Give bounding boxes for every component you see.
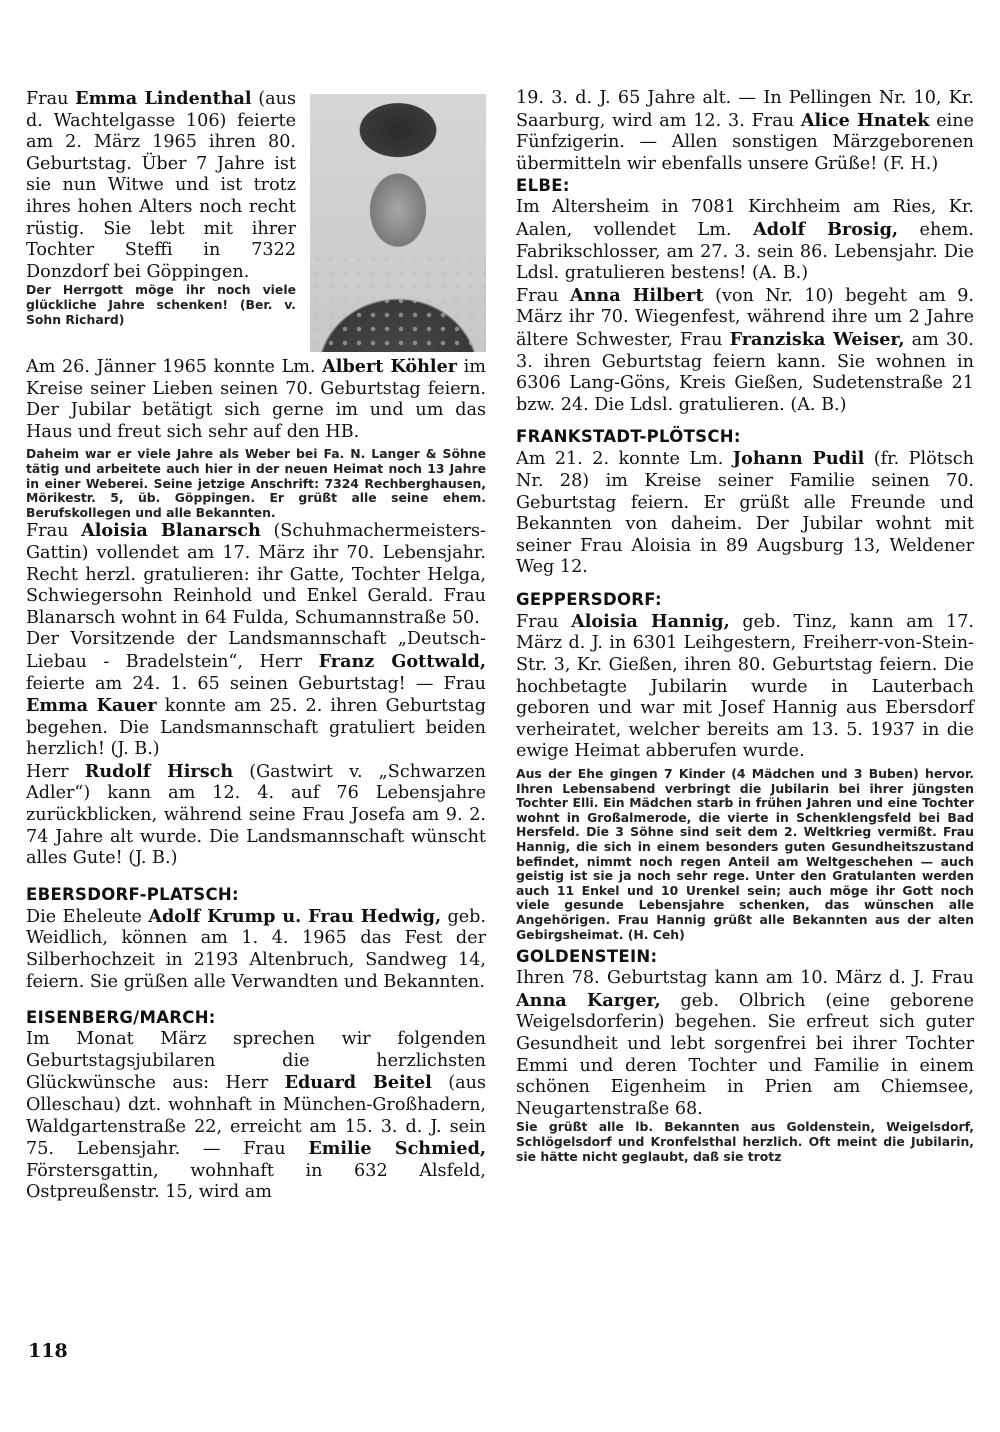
person-name: Johann Pudil [732, 448, 865, 470]
text: Am 26. Jänner 1965 konnte Lm. [26, 357, 323, 377]
text: Frau [26, 521, 82, 542]
paragraph [26, 356, 486, 443]
text: Frau [516, 611, 572, 632]
paragraph [516, 285, 974, 417]
section-heading: ELBE: [516, 176, 570, 196]
paragraph [516, 197, 974, 284]
text: Förstersgattin, wohnhaft in 632 Alsfeld, Ostpreußenstr. 15, wird am [26, 1160, 486, 1203]
text: 19. 3. d. J. 65 Jahre alt. — In Pellingen Nr. 10, Kr. Saarburg, wird am 12. 3. Frau [516, 88, 974, 131]
person-name: Aloisia Blanarsch [81, 520, 261, 542]
person-name: Adolf Krump u. Frau Hedwig, [148, 905, 442, 927]
person-name: Rudolf Hirsch [84, 760, 234, 782]
person-name: Franz Gottwald, [318, 650, 486, 672]
text: (aus d. Wachtelgasse 106) feierte am 2. März 1965 ihren 80. Geburtstag. Über 7 Jahre ist sie nun Witwe und ist trotz ihres hohen Alters noch recht rüstig. Sie lebt mit ihrer Tochter Steffi in 7322 Donzdorf bei Göppingen. [26, 89, 296, 282]
person-name: Emma Kauer [26, 695, 157, 717]
small-paragraph: Der Herrgott möge ihr noch viele glückliche Jahre schenken! (Ber. v. Sohn Richard) [26, 282, 296, 327]
text: Im Monat März sprechen wir folgenden Geburtstagsjubilaren die herzlichsten Glückwünsche aus: Herr [26, 1029, 486, 1094]
text: (von Nr. 10) begeht am 9. März ihr 70. Wiegenfest, während ihre um 2 Jahre ältere Schwester, Frau [516, 285, 974, 350]
text: konnte am 25. 2. ihren Geburtstag begehen. Die Landsmannschaft gratuliert beiden herzlich! (J. B.) [26, 696, 486, 760]
person-name: Anna Karger, [516, 989, 661, 1011]
text: geb. Weidlich, können am 1. 4. 1965 das Fest der Silberhochzeit in 2193 Altenbruch, Sandweg 14, feiern. Sie grüßen alle Verwandten und Bekannten. [26, 906, 486, 992]
left-column [26, 88, 486, 1204]
paragraph [516, 611, 974, 763]
text: (Gastwirt v. „Schwarzen Adler“) kann am 12. 4. auf 76 Lebensjahre zurückblicken, während seine Frau Josefa am 9. 2. 74 Jahre alt wurde. Die Landsmannschaft wünscht alles Gute! (J. B.) [26, 761, 487, 869]
text: (fr. Plötsch Nr. 28) im Kreise seiner Familie seinen 70. Geburtstag feiern. Er grüßt alle Freunde und Bekannten von daheim. Der Jubilar wohnt mit seiner Frau Aloisia in 89 Augsburg 13, Weldener Weg 12. [516, 449, 974, 578]
paragraph [26, 761, 486, 870]
text: geb. Tinz, kann am 17. März d. J. in 6301 Leihgestern, Freiherr-von-Stein-Str. 3, Kr. Gießen, ihren 80. Geburtstag feiern. Die hochbetagte Jubilarin wurde in Lauterbach geboren und war mit Josef Hannig aus Ebersdorf verheiratet, welcher bereits am 13. 5. 1937 in die ewige Heimat abberufen wurde. [516, 611, 975, 762]
paragraph [26, 520, 486, 629]
person-name: Albert Köhler [322, 356, 458, 377]
paragraph [516, 88, 974, 175]
person-name: Emilie Schmied, [308, 1138, 486, 1160]
text: Im Altersheim in 7081 Kirchheim am Ries, Kr. Aalen, vollendet Lm. [516, 197, 974, 240]
paragraph [516, 448, 974, 579]
text: Am 21. 2. konnte Lm. [516, 449, 733, 470]
person-name: Eduard Beitel [284, 1072, 432, 1094]
text: (Schuhmachermeisters-Gattin) vollendet am 17. März ihr 70. Lebensjahr. Recht herzl. gratulieren: ihr Gatte, Tochter Helga, Schwiegersohn Reinhold und Enkel Gerald. Frau Blanarsch wohnt in 64 Fulda, Schumannstraße 50. [26, 521, 487, 628]
section-heading: GEPPERSDORF: [516, 589, 662, 609]
text: feierte am 24. 1. 65 seinen Geburtstag! — Frau [26, 673, 486, 694]
text: ehem. Fabrikschlosser, am 27. 3. sein 86. Lebensjahr. Die Ldsl. gratulieren bestens! (A. B.) [516, 219, 974, 284]
small-paragraph: Aus der Ehe gingen 7 Kinder (4 Mädchen und 3 Buben) hervor. Ihren Lebensabend verbringt die Jubilarin bei ihrer jüngsten Tochter Elli. Ein Mädchen starb in frühen Jahren und eine Tochter wohnt in Großalmerode, die vierte in Schenklengsfeld bei Bad Hersfeld. Die 3 Söhne sind seit dem 2. Weltkrieg vermißt. Frau Hannig, die sich in einem besonders guten Gesundheitszustand befindet, nimmt noch regen Anteil am Weltgeschehen — auch geistig ist sie ja noch sehr rege. Unter den Gratulanten werden auch 11 Enkel und 10 Urenkel sein; auch möge ihr Gott noch viele gesunde Lebensjahre schenken, das wünschen alle Angehörigen. Frau Hannig grüßt alle Bekannten aus der alten Gebirgsheimat. (H. Ceh) [516, 766, 974, 942]
text: im Kreise seiner Lieben seinen 70. Geburtstag feiern. Der Jubilar betätigt sich gerne im und um das Haus und freut sich sehr auf den HB. [26, 357, 486, 442]
text: am 30. 3. ihren Geburtstag feiern kann. Sie wohnen in 6306 Lang-Göns, Kreis Gießen, Sudetenstraße 21 bzw. 24. Die Ldsl. gratulieren. (A. B.) [516, 329, 974, 415]
person-name: Aloisia Hannig, [571, 610, 730, 632]
text: Herr [26, 761, 85, 782]
portrait-photo [310, 94, 486, 352]
text: (aus Olleschau) dzt. wohnhaft in München-Großhadern, Waldgartenstraße 22, erreicht am 15. 3. d. J. sein 75. Lebensjahr. — Frau [26, 1073, 486, 1160]
person-name: Alice Hnatek [800, 109, 930, 131]
text: Die Eheleute [26, 906, 149, 927]
text: Frau [26, 89, 76, 109]
right-column [516, 88, 974, 1164]
person-name: Franziska Weiser, [729, 328, 905, 350]
text: eine Fünfzigerin. — Allen sonstigen Märzgeborenen übermitteln wir ebenfalls unsere Grüße! (F. H.) [516, 110, 975, 174]
text: geb. Olbrich (eine geborene Weigelsdorferin) begehen. Sie erfreut sich guter Gesundheit und lebt sorgenfrei bei ihrer Tochter Emmi und deren Tochter und Familie in einem schönen Eigenheim in Prien am Chiemsee, Neugartenstraße 68. [516, 990, 974, 1119]
person-name: Adolf Brosig, [753, 218, 898, 240]
small-paragraph: Sie grüßt alle lb. Bekannten aus Goldenstein, Weigelsdorf, Schlögelsdorf und Kronfelsthal herzlich. Oft meint die Jubilarin, sie hätte nicht geglaubt, daß sie trotz [516, 1119, 974, 1164]
paragraph [516, 968, 974, 1120]
small-paragraph: Daheim war er viele Jahre als Weber bei Fa. N. Langer & Söhne tätig und arbeitete auch hier in der neuen Heimat noch 13 Jahre in einer Weberei. Seine jetzige Anschrift: 7324 Rechberghausen, Mörikestr. 5, üb. Göppingen. Er grüßt alle seine ehem. Berufskollegen und alle Bekannten. [26, 446, 486, 520]
paragraph [26, 629, 486, 761]
person-name: Anna Hilbert [569, 284, 704, 306]
paragraph [26, 906, 486, 993]
section-heading: EBERSDORF-PLATSCH: [26, 884, 239, 904]
text: Der Vorsitzende der Landsmannschaft „Deutsch-Liebau - Bradelstein“, Herr [26, 629, 486, 672]
section-heading: FRANKSTADT-PLÖTSCH: [516, 427, 741, 447]
person-name: Emma Lindenthal [75, 88, 252, 109]
section-heading: GOLDENSTEIN: [516, 947, 658, 967]
page-number: 118 [28, 1340, 68, 1362]
paragraph [26, 1029, 486, 1204]
entry-lindenthal [26, 88, 486, 356]
text: Ihren 78. Geburtstag kann am 10. März d. J. Frau [516, 968, 974, 989]
text: Frau [516, 285, 570, 306]
section-heading: EISENBERG/MARCH: [26, 1008, 216, 1028]
